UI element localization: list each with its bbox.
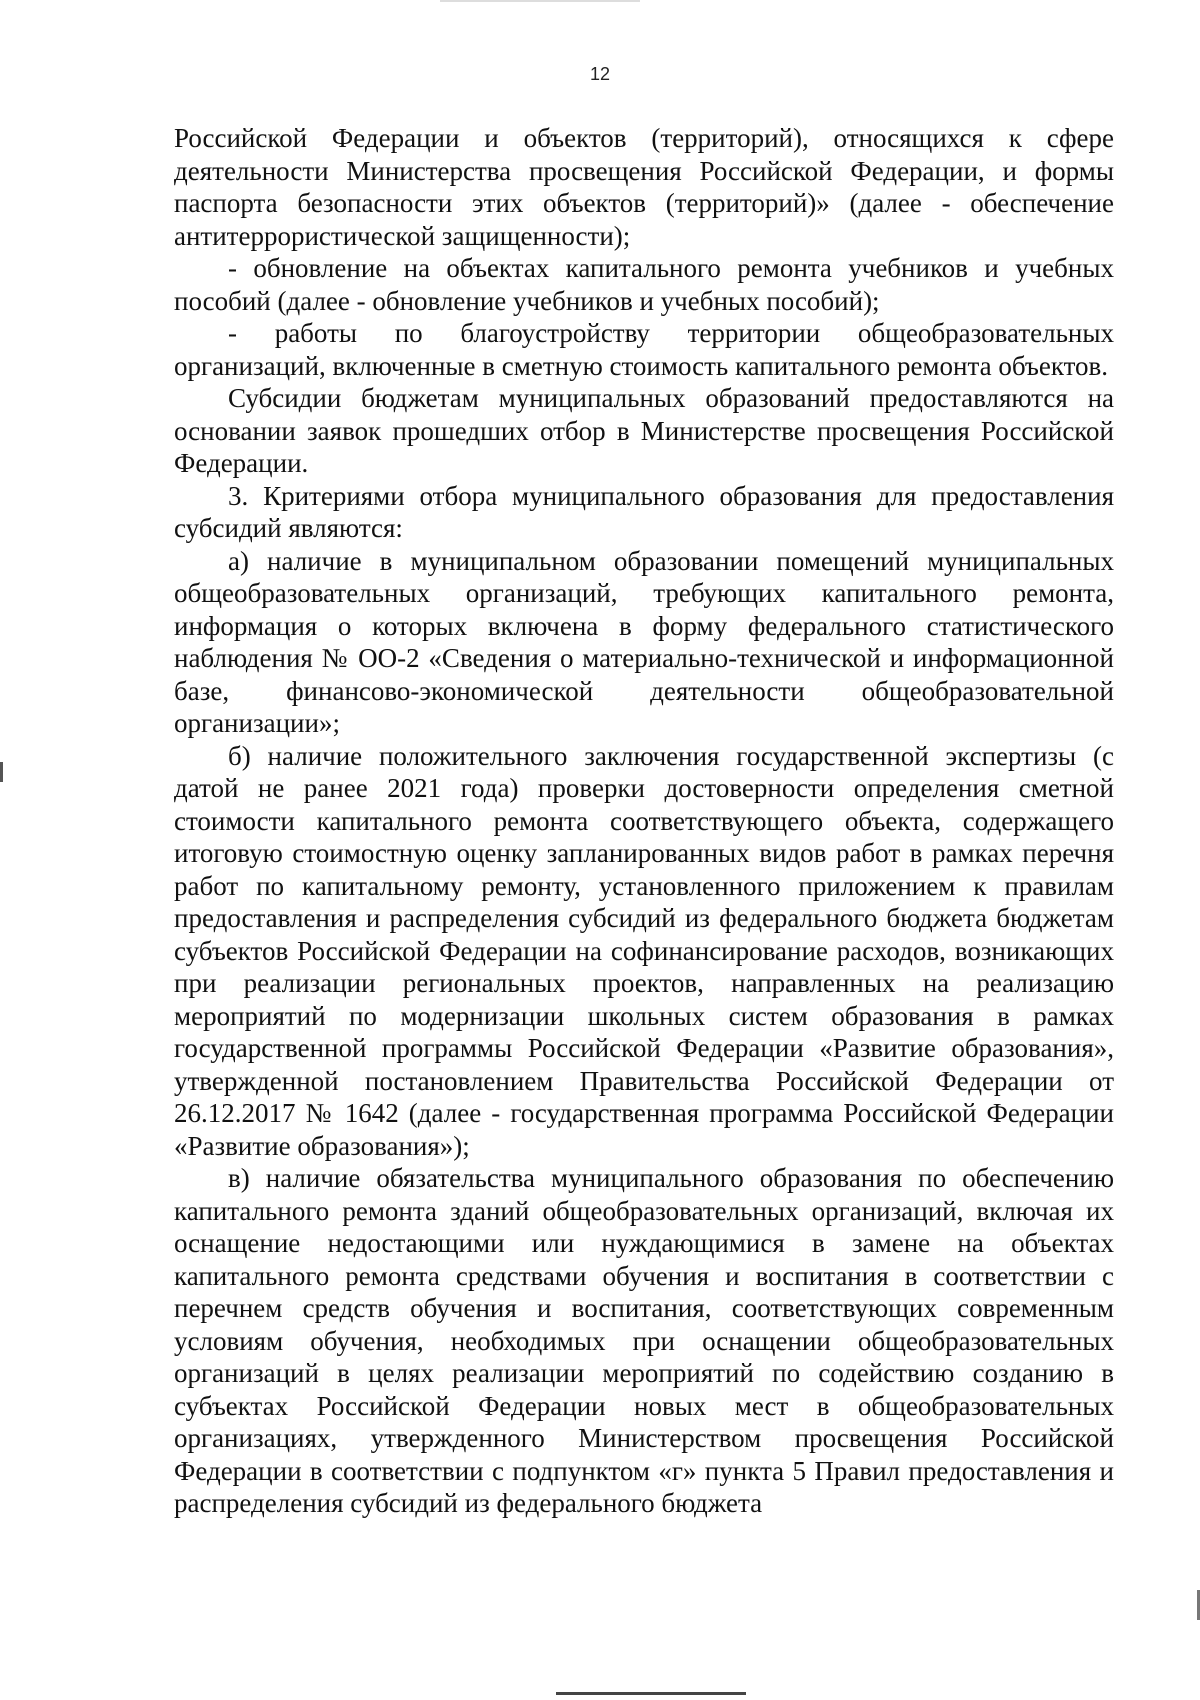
paragraph-criterion-v: в) наличие обязательства муниципального образования по обеспечению капитального ремонта зданий общеобразовательных организаций, включая их оснащение недостающими или нуждающимися в замене на объектах капитального ремонта средствами обучения и воспитания в соответствии с перечнем средств обучения и воспитания, соответствующих современным условиям обучения, необходимых при оснащении общеобразовательных организаций в целях реализации мероприятий по содействию созданию в субъектах Российской Федерации новых мест в общеобразовательных организациях, утвержденного Министерством просвещения Российской Федерации в соответствии с подпунктом «г» пункта 5 Правил предоставления и распределения субсидий из федерального бюджета <box>174 1163 1114 1518</box>
document-body <box>174 122 1114 1520</box>
scan-artifact-top <box>440 0 640 2</box>
scan-artifact-left <box>0 762 3 782</box>
paragraph-criteria-heading: 3. Критериями отбора муниципального образования для предоставления субсидий являются: <box>174 480 1114 543</box>
paragraph-criterion-a: а) наличие в муниципальном образовании помещений муниципальных общеобразовательных организаций, требующих капитального ремонта, информация о которых включена в форму федерального статистического наблюдения № ОО-2 «Сведения о материально-технической и информационной базе, финансово-экономической деятельности общеобразовательной организации»; <box>174 545 1114 738</box>
paragraph-landscaping: - работы по благоустройству территории общеобразовательных организаций, включенные в сметную стоимость капитального ремонта объектов. <box>174 318 1114 381</box>
paragraph-subsidies: Субсидии бюджетам муниципальных образований предоставляются на основании заявок прошедших отбор в Министерстве просвещения Российской Федерации. <box>174 383 1114 478</box>
paragraph-continuation: Российской Федерации и объектов (территорий), относящихся к сфере деятельности Министерства просвещения Российской Федерации, и формы паспорта безопасности этих объектов (территорий)» (далее - обеспечение антитеррористической защищенности); <box>174 123 1114 251</box>
scan-artifact-bottom <box>556 1692 746 1695</box>
paragraph-criterion-b: б) наличие положительного заключения государственной экспертизы (с датой не ранее 2021 года) проверки достоверности определения сметной стоимости капитального ремонта соответствующего объекта, содержащего итоговую стоимостную оценку запланированных видов работ в рамках перечня работ по капитальному ремонту, установленного приложением к правилам предоставления и распределения субсидий из федерального бюджета бюджетам субъектов Российской Федерации на софинансирование расходов, возникающих при реализации региональных проектов, направленных на реализацию мероприятий по модернизации школьных систем образования в рамках государственной программы Российской Федерации «Развитие образования», утвержденной постановлением Правительства Российской Федерации от 26.12.2017 № 1642 (далее - государственная программа Российской Федерации «Развитие образования»); <box>174 740 1114 1161</box>
page-number: 12 <box>589 64 611 84</box>
paragraph-textbook-update: - обновление на объектах капитального ремонта учебников и учебных пособий (далее - обновление учебников и учебных пособий); <box>174 253 1114 316</box>
